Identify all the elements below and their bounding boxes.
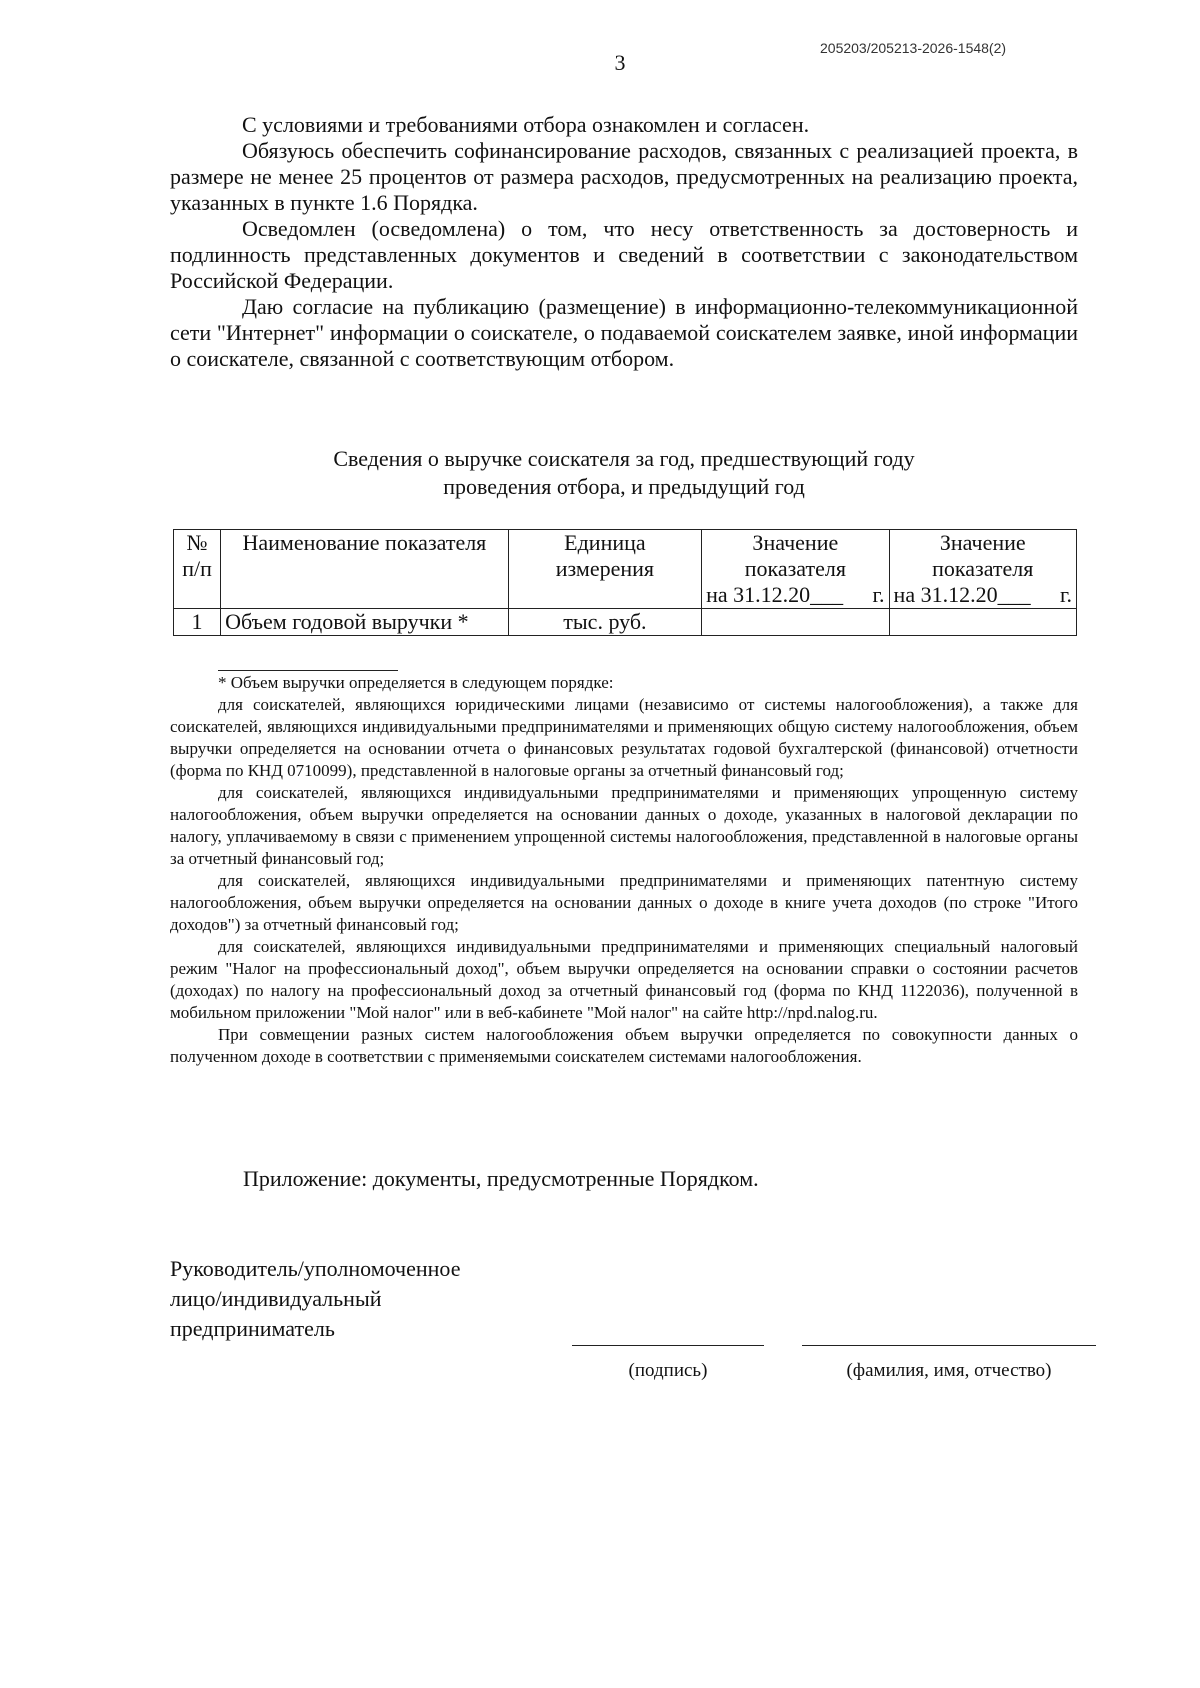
- row-unit: тыс. руб.: [508, 609, 701, 636]
- header-value-1-date-prefix: на 31.12.20___: [706, 582, 844, 607]
- header-value-1-label: Значение показателя: [744, 530, 846, 581]
- header-name: Наименование показателя: [221, 530, 509, 609]
- footnote: [170, 672, 1078, 1068]
- header-value-1-date-suffix: г.: [872, 582, 885, 607]
- header-value-2-date-suffix: г.: [1059, 582, 1072, 607]
- row-value-2: [889, 609, 1076, 636]
- header-value-2-label: Значение показателя: [932, 530, 1034, 581]
- footnote-divider: [218, 670, 398, 671]
- page-number: 3: [614, 50, 626, 75]
- paragraph-publication-consent: Даю согласие на публикацию (размещение) в информационно-телекоммуникационной сети "Интернет" информации о соискателе, о подаваемой соискателем заявке, иной информации о соискателе, связанной с соответствующим отбором.: [170, 294, 1078, 371]
- document-number: 205203/205213-2026-1548(2): [820, 40, 1007, 56]
- paragraph-responsibility: Осведомлен (осведомлена) о том, что несу ответственность за достоверность и подлинность представленных документов и сведений в соответствии с законодательством Российской Федерации.: [170, 216, 1078, 293]
- full-name-line: [802, 1345, 1096, 1346]
- header-value-2: [889, 530, 1076, 609]
- signer-title-line-2: лицо/индивидуальный: [170, 1286, 382, 1311]
- signer-title-line-3: предприниматель: [170, 1316, 335, 1341]
- signature-caption: (подпись): [628, 1360, 708, 1381]
- header-value-1-date: [706, 582, 884, 608]
- row-num: 1: [174, 609, 221, 636]
- table-row: [174, 609, 1077, 636]
- signer-title: [170, 1254, 460, 1344]
- footnote-patent-tax: для соискателей, являющихся индивидуальными предпринимателями и применяющих патентную систему налогообложения, объем выручки определяется на основании данных о доходе в книге учета доходов (по строке "Итого доходов") за отчетный финансовый год;: [170, 871, 1078, 934]
- signer-title-line-1: Руководитель/уполномоченное: [170, 1256, 461, 1281]
- revenue-table: [173, 529, 1077, 636]
- table-header-row: [174, 530, 1077, 609]
- footnote-simplified-tax: для соискателей, являющихся индивидуальными предпринимателями и применяющих упрощенную систему налогообложения, объем выручки определяется на основании данных о доходе, указанных в налоговой декларации по налогу, уплачиваемому в связи с применением упрощенной системы налогообложения, представленной в налоговые органы за отчетный финансовый год;: [170, 783, 1078, 868]
- paragraph-conditions: С условиями и требованиями отбора ознакомлен и согласен.: [242, 112, 810, 137]
- paragraph-cofinancing: Обязуюсь обеспечить софинансирование расходов, связанных с реализацией проекта, в размере не менее 25 процентов от размера расходов, предусмотренных на реализацию проекта, указанных в пункте 1.6 Порядка.: [170, 138, 1078, 215]
- row-value-1: [702, 609, 889, 636]
- footnote-intro: * Объем выручки определяется в следующем порядке:: [218, 673, 614, 692]
- footnote-professional-income-tax: для соискателей, являющихся индивидуальными предпринимателями и применяющих специальный налоговый режим "Налог на профессиональный доход", объем выручки определяется на основании справки о состоянии расчетов (доходах) по налогу на профессиональный доход за отчетный финансовый год (форма по КНД 1122036), полученной в мобильном приложении "Мой налог" или в веб-кабинете "Мой налог" на сайте http://npd.nalog.ru.: [170, 937, 1078, 1022]
- header-value-2-date: [894, 582, 1072, 608]
- signature-line: [572, 1345, 764, 1346]
- row-name: Объем годовой выручки *: [221, 609, 509, 636]
- full-name-caption: (фамилия, имя, отчество): [846, 1360, 1052, 1381]
- footnote-combined-systems: При совмещении разных систем налогообложения объем выручки определяется по совокупности данных о полученном доходе в соответствии с применяемыми соискателем системами налогообложения.: [170, 1025, 1078, 1066]
- revenue-title-line-1: Сведения о выручке соискателя за год, предшествующий году: [333, 446, 915, 471]
- consent-paragraphs: [170, 112, 1078, 372]
- annex-line: Приложение: документы, предусмотренные Порядком.: [243, 1166, 759, 1191]
- revenue-title-line-2: проведения отбора, и предыдущий год: [443, 474, 805, 499]
- header-value-2-date-prefix: на 31.12.20___: [893, 582, 1031, 607]
- footnote-legal-entities: для соискателей, являющихся юридическими лицами (независимо от системы налогообложения), а также для соискателей, являющихся индивидуальными предпринимателями и применяющих общую систему налогообложения, объем выручки определяется на основании отчета о финансовых результатах годовой бухгалтерской (финансовой) отчетности (форма по КНД 0710099), представленной в налоговые органы за отчетный финансовый год;: [170, 695, 1078, 780]
- revenue-section-title: [170, 445, 1078, 501]
- header-num: № п/п: [174, 530, 221, 609]
- header-value-1: [702, 530, 889, 609]
- header-unit: Единица измерения: [508, 530, 701, 609]
